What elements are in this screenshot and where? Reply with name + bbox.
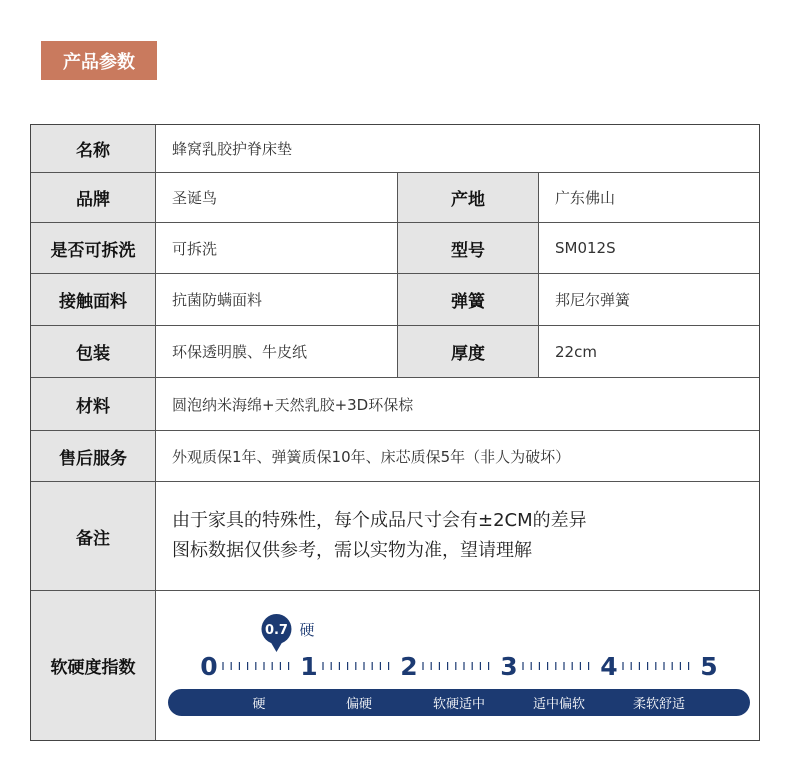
value-washable: 可拆洗 <box>172 239 218 258</box>
label-spring: 弹簧 <box>397 274 539 325</box>
value-model: SM012S <box>555 239 616 257</box>
scale-number-1: 1 <box>300 652 318 681</box>
hardness-scale-svg <box>156 591 759 740</box>
label-name: 名称 <box>31 125 156 172</box>
label-hardness: 软硬度指数 <box>31 591 156 740</box>
remark-line-1: 由于家具的特殊性，每个成品尺寸会有±2CM的差异 <box>172 510 587 531</box>
value-remark <box>156 482 759 590</box>
hardness-value: 0.7 <box>264 623 288 638</box>
label-model: 型号 <box>397 223 539 273</box>
hardness-marker-pointer <box>269 640 283 652</box>
scale-zone-label: 硬 <box>252 697 266 712</box>
scale-zone-label: 适中偏软 <box>532 697 586 712</box>
section-title-badge: 产品参数 <box>41 41 157 80</box>
label-remark: 备注 <box>31 482 156 590</box>
row-service <box>31 431 759 482</box>
label-service: 售后服务 <box>31 431 156 481</box>
label-brand: 品牌 <box>31 173 156 222</box>
scale-number-4: 4 <box>600 652 618 681</box>
value-contact: 抗菌防螨面料 <box>172 291 263 309</box>
row-contact-spring <box>31 274 759 326</box>
value-name: 蜂窝乳胶护脊床垫 <box>172 140 293 158</box>
scale-number-0: 0 <box>200 652 218 681</box>
scale-number-2: 2 <box>400 652 418 681</box>
value-thickness: 22cm <box>555 342 597 361</box>
scale-zone-label: 柔软舒适 <box>632 697 686 712</box>
row-remark <box>31 482 759 591</box>
value-origin: 广东佛山 <box>555 189 616 207</box>
scale-number-3: 3 <box>500 652 518 681</box>
hardness-value-desc: 硬 <box>299 621 315 639</box>
row-brand-origin <box>31 173 759 223</box>
scale-zone-label: 偏硬 <box>345 697 373 712</box>
label-material: 材料 <box>31 378 156 430</box>
label-contact: 接触面料 <box>31 274 156 325</box>
value-brand: 圣诞鸟 <box>172 189 218 207</box>
label-packing: 包装 <box>31 326 156 377</box>
value-material: 圆泡纳米海绵+天然乳胶+3D环保棕 <box>172 395 414 414</box>
value-service: 外观质保1年、弹簧质保10年、床芯质保5年（非人为破坏） <box>172 447 571 466</box>
row-name <box>31 125 759 173</box>
row-packing-thickness <box>31 326 759 378</box>
label-washable: 是否可拆洗 <box>31 223 156 273</box>
hardness-scale <box>156 591 759 740</box>
value-spring: 邦尼尔弹簧 <box>555 291 631 309</box>
remark-line-2: 图标数据仅供参考，需以实物为准，望请理解 <box>172 540 532 561</box>
row-material <box>31 378 759 431</box>
scale-number-5: 5 <box>700 652 718 681</box>
row-hardness <box>31 591 759 740</box>
parameter-table <box>30 124 760 741</box>
label-origin: 产地 <box>397 173 539 222</box>
scale-zone-label: 软硬适中 <box>432 697 486 712</box>
label-thickness: 厚度 <box>397 326 539 377</box>
row-washable-model <box>31 223 759 274</box>
value-packing: 环保透明膜、牛皮纸 <box>172 343 308 361</box>
